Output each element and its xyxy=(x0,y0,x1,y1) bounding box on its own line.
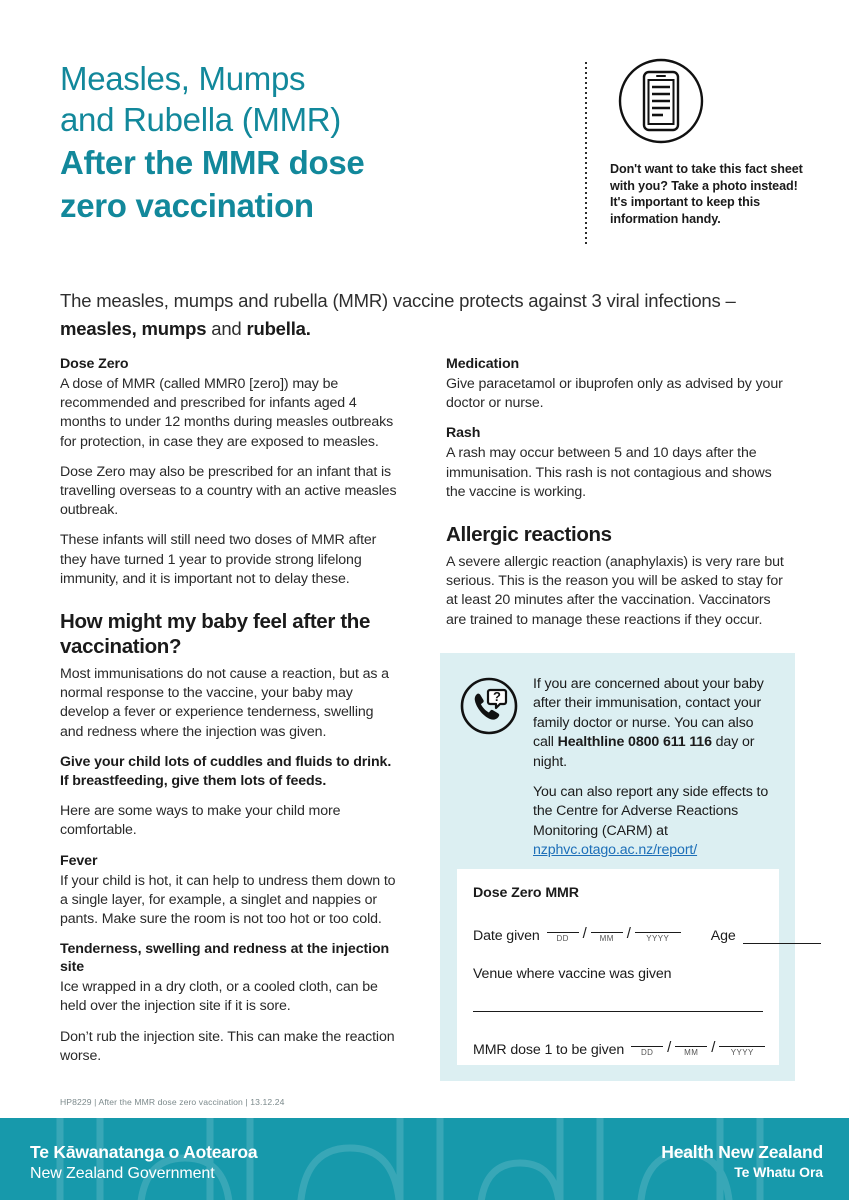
info-panel-text xyxy=(533,675,775,861)
date-given-dd[interactable] xyxy=(547,920,579,944)
text-how-feel-2: Give your child lots of cuddles and fluids to drink. If breastfeeding, give them lots of feeds. xyxy=(60,753,392,790)
mmr-dose1-yyyy[interactable] xyxy=(719,1034,765,1058)
info-paragraph-1 xyxy=(533,675,775,772)
venue-input-rule[interactable] xyxy=(473,1011,763,1012)
heading-fever: Fever xyxy=(60,852,98,869)
mmr-dose1-dd-hint: DD xyxy=(640,1048,654,1057)
text-how-feel-1: Most immunisations do not cause a reaction, but as a normal response to the vaccine, your baby may develop a fever or experience tenderness, swelling and redness where the injection was given. xyxy=(60,666,389,740)
heading-medication: Medication xyxy=(446,356,520,372)
text-dose-zero-2: Dose Zero may also be prescribed for an infant that is travelling overseas to a country with an active measles outbreak. xyxy=(60,463,397,519)
svg-text:?: ? xyxy=(493,689,501,704)
mmr-dose1-label: MMR dose 1 to be given xyxy=(473,1042,625,1058)
info-p1-part2: day or night. xyxy=(533,734,755,770)
right-column xyxy=(446,355,791,641)
mmr-dose1-yyyy-rule[interactable] xyxy=(719,1034,765,1047)
mmr-slash-1: / xyxy=(667,1039,672,1056)
heading-dose-zero: Dose Zero xyxy=(60,356,129,372)
footer-health-nz-branding xyxy=(661,1141,823,1182)
intro-part-1: The measles, mumps and rubella (MMR) vaccine protects against 3 viral infections – xyxy=(60,290,736,311)
date-given-yyyy-rule[interactable] xyxy=(635,920,681,933)
record-card xyxy=(457,869,779,1065)
dotted-divider xyxy=(585,62,587,244)
left-column xyxy=(60,355,400,1077)
date-given-yyyy-hint: YYYY xyxy=(646,934,670,943)
info-paragraph-2 xyxy=(533,783,775,861)
mmr-dose1-mm-hint: MM xyxy=(684,1048,699,1057)
info-healthline-number: Healthline 0800 611 116 xyxy=(557,734,712,751)
footer-government-branding xyxy=(30,1141,257,1184)
footer-band xyxy=(0,1118,849,1200)
phone-document-icon xyxy=(618,58,704,144)
age-group xyxy=(711,928,821,944)
footer-right-title: Health New Zealand xyxy=(661,1142,823,1162)
page-title xyxy=(60,58,530,226)
date-slash-2: / xyxy=(626,925,631,942)
text-medication-1: Give paracetamol or ibuprofen only as advised by your doctor or nurse. xyxy=(446,376,783,412)
intro-part-2: and xyxy=(206,318,247,339)
date-given-row xyxy=(473,920,763,944)
info-panel-row xyxy=(460,675,775,861)
date-given-mm-hint: MM xyxy=(599,934,614,943)
title-line-2: and Rubella (MMR) xyxy=(60,101,341,138)
text-how-feel-3: Here are some ways to make your child more comfortable. xyxy=(60,803,341,839)
date-given-mm[interactable] xyxy=(591,920,623,944)
text-allergic-1: A severe allergic reaction (anaphylaxis) is very rare but serious. This is the reason you will be asked to stay for at least 20 minutes after the vaccination. Vaccinators are trained to manage these reactions if they occur. xyxy=(446,554,784,628)
heading-allergic-reactions: Allergic reactions xyxy=(446,523,612,547)
text-tenderness-2: Don’t rub the injection site. This can make the reaction worse. xyxy=(60,1028,395,1064)
heading-rash: Rash xyxy=(446,425,481,442)
heading-how-baby-feel: How might my baby feel after the vaccination? xyxy=(60,610,371,659)
text-dose-zero-3: These infants will still need two doses of MMR after they have turned 1 year to provide strong lifelong immunity, and it is important not to delay these. xyxy=(60,532,377,587)
heading-tenderness: Tenderness, swelling and redness at the injection site xyxy=(60,941,390,976)
info-p1-part1: If you are concerned about your baby after their immunisation, contact your family doctor or nurse. You can also call xyxy=(533,676,764,751)
date-given-dd-hint: DD xyxy=(556,934,569,943)
text-dose-zero-1: A dose of MMR (called MMR0 [zero]) may be recommended and prescribed for infants aged 4 months to under 12 months during measles outbreaks for protection, in case they are exposed to measles. xyxy=(60,376,394,450)
document-reference: HP8229 | After the MMR dose zero vaccination | 13.12.24 xyxy=(60,1097,285,1107)
mmr-dose1-mm[interactable] xyxy=(675,1034,707,1058)
intro-bold-1: measles, mumps xyxy=(60,318,207,339)
intro-bold-2: rubella. xyxy=(246,318,311,339)
date-slash-1: / xyxy=(582,925,587,942)
mmr-dose1-mm-rule[interactable] xyxy=(675,1034,707,1047)
age-label: Age xyxy=(710,928,736,944)
mmr-dose1-yyyy-hint: YYYY xyxy=(730,1048,754,1057)
date-given-mm-rule[interactable] xyxy=(591,920,623,933)
date-given-label: Date given xyxy=(473,928,540,944)
footer-left-english: New Zealand Government xyxy=(30,1165,215,1182)
header-aside xyxy=(610,58,805,227)
carm-report-link[interactable]: nzphvc.otago.ac.nz/report/ xyxy=(533,842,698,859)
mmr-slash-2: / xyxy=(711,1039,716,1056)
info-p2-text: You can also report any side effects to the Centre for Adverse Reactions Monitoring (CARM) at xyxy=(533,784,769,839)
record-card-title: Dose Zero MMR xyxy=(473,885,579,901)
mmr-dose1-row xyxy=(473,1034,763,1058)
date-given-yyyy[interactable] xyxy=(635,920,681,944)
intro-paragraph xyxy=(60,287,760,343)
title-bold-line-2: zero vaccination xyxy=(60,187,314,224)
age-input-rule[interactable] xyxy=(743,931,821,944)
venue-label: Venue where vaccine was given xyxy=(473,966,672,982)
footer-left-maori: Te Kāwanatanga o Aotearoa xyxy=(30,1142,258,1162)
mmr-dose1-dd[interactable] xyxy=(631,1034,663,1058)
header xyxy=(60,58,803,248)
text-tenderness-1: Ice wrapped in a dry cloth, or a cooled cloth, can be held over the injection site if it is sore. xyxy=(60,979,378,1015)
date-given-dd-rule[interactable] xyxy=(547,920,579,933)
text-rash-1: A rash may occur between 5 and 10 days after the immunisation. This rash is not contagious and shows the vaccine is working. xyxy=(446,445,772,500)
phone-question-icon xyxy=(460,677,518,735)
text-fever-1: If your child is hot, it can help to undress them down to a single layer, for example, a singlet and nappies or pants. Make sure the room is not too hot or too cold. xyxy=(60,872,396,928)
footer-right-maori: Te Whatu Ora xyxy=(734,1164,823,1180)
title-line-1: Measles, Mumps xyxy=(60,60,306,97)
title-bold-line-1: After the MMR dose xyxy=(60,144,365,181)
mmr-dose1-dd-rule[interactable] xyxy=(631,1034,663,1047)
aside-note: Don't want to take this fact sheet with you? Take a photo instead! It's important to keep this information handy. xyxy=(610,162,803,226)
date-given-fields xyxy=(547,920,681,944)
mmr-dose1-fields xyxy=(631,1034,765,1058)
